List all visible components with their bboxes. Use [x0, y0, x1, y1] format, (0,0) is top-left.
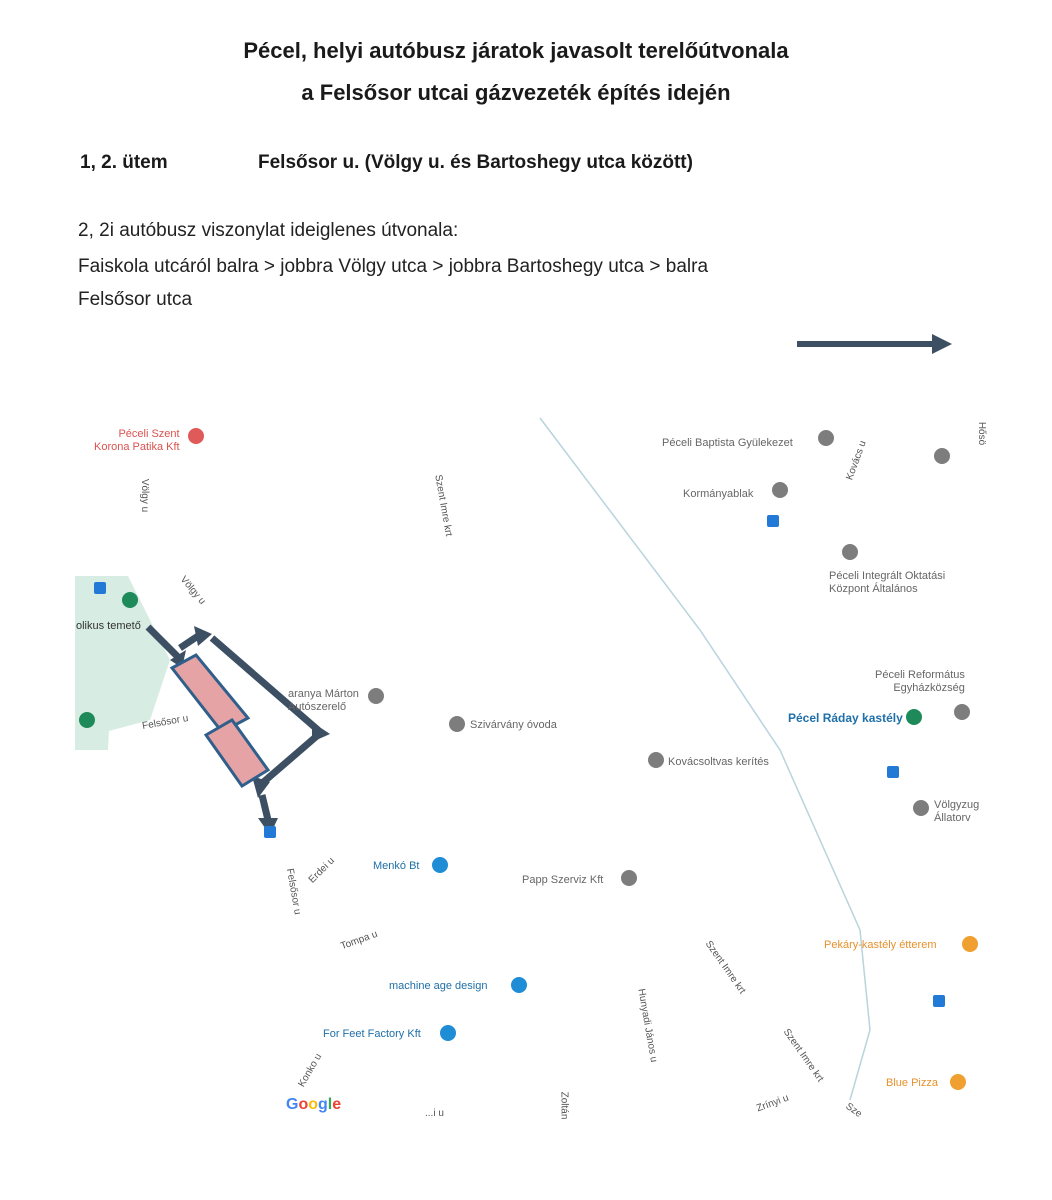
route-arrow-2 — [180, 636, 198, 648]
google-logo: Google — [286, 1096, 342, 1113]
poi-blue-pizza[interactable]: Blue Pizza — [886, 1077, 938, 1089]
street-zrinyi: Zrínyi u — [755, 1092, 791, 1115]
street-volgy-2: Völgy u — [177, 574, 208, 607]
street-sze: Sze — [843, 1101, 864, 1120]
poi-reformatus[interactable]: Péceli Református Egyházközség — [875, 669, 965, 694]
street-felsosor-2: Felsősor u — [283, 867, 303, 916]
street-hosok: Hősö — [976, 421, 988, 446]
direction-arrow-head — [932, 334, 952, 354]
stage-row — [80, 152, 693, 174]
street-felsosor-1: Felsősor u — [141, 713, 190, 732]
poi-szivarvany[interactable]: Szivárvány óvoda — [470, 719, 557, 731]
poi-integralt[interactable]: Péceli Integrált Oktatási Központ Általános — [829, 570, 946, 595]
poi-kormanyablak[interactable]: Kormányablak — [683, 488, 754, 500]
street-volgy-1: Völgy u — [139, 478, 151, 513]
street-hunyadi: Hunyadi János u — [635, 987, 660, 1064]
street-arany: ...i u — [425, 1108, 444, 1119]
street-tompa: Tompa u — [339, 928, 380, 953]
poi-kovacsoltvas[interactable]: Kovácsoltvas kerítés — [668, 756, 769, 768]
poi-menko[interactable]: Menkó Bt — [373, 860, 420, 872]
street-konko: Konko u — [296, 1051, 325, 1090]
route-arrow-4 — [260, 735, 318, 785]
poi-raday-kastely[interactable]: Pécel Ráday kastély — [788, 711, 903, 725]
stage-section: Felsősor u. (Völgy u. és Bartoshegy utca között) — [258, 152, 693, 173]
street-kovacs: Kovács u — [844, 439, 869, 482]
route-heading: 2, 2i autóbusz viszonylat ideiglenes útvonala: — [78, 220, 459, 241]
poi-pins — [79, 428, 978, 1090]
poi-volgyzug[interactable]: Völgyzug Állatorv — [934, 799, 980, 824]
poi-machine-age[interactable]: machine age design — [389, 980, 488, 992]
route-arrow-5 — [262, 795, 268, 820]
route-description-line-2: Felsősor utca — [78, 289, 193, 310]
poi-temeto[interactable]: olikus temető — [76, 620, 141, 632]
stage-label: 1, 2. ütem — [80, 152, 168, 173]
street-szent-imre-2: Szent Imre krt — [702, 938, 748, 997]
route-description-line-1: Faiskola utcáról balra > jobbra Völgy utca > jobbra Bartoshegy utca > balra — [78, 256, 709, 277]
street-szent-imre-3: Szent Imre krt — [780, 1026, 826, 1085]
title-line-1: Pécel, helyi autóbusz járatok javasolt terelőútvonala — [243, 38, 789, 63]
poi-pekary[interactable]: Pekáry-kastély étterem — [824, 939, 937, 951]
bus-stop-icons — [94, 515, 945, 1007]
poi-baptista[interactable]: Péceli Baptista Gyülekezet — [662, 437, 793, 449]
street-zoltan: Zoltán — [558, 1091, 570, 1120]
title-line-2: a Felsősor utcai gázvezeték építés idején — [301, 80, 731, 105]
street-erdei: Erdei u — [306, 855, 337, 886]
closed-segment-2 — [206, 720, 268, 786]
poi-patika[interactable]: Péceli Szent Korona Patika Kft — [94, 428, 180, 453]
street-szent-imre-1: Szent Imre krt — [432, 473, 454, 538]
poi-for-feet[interactable]: For Feet Factory Kft — [323, 1028, 421, 1040]
poi-papp[interactable]: Papp Szerviz Kft — [522, 874, 604, 886]
poi-baranya[interactable]: aranya Márton Autószerelő — [288, 688, 359, 713]
map[interactable] — [0, 330, 1052, 1130]
